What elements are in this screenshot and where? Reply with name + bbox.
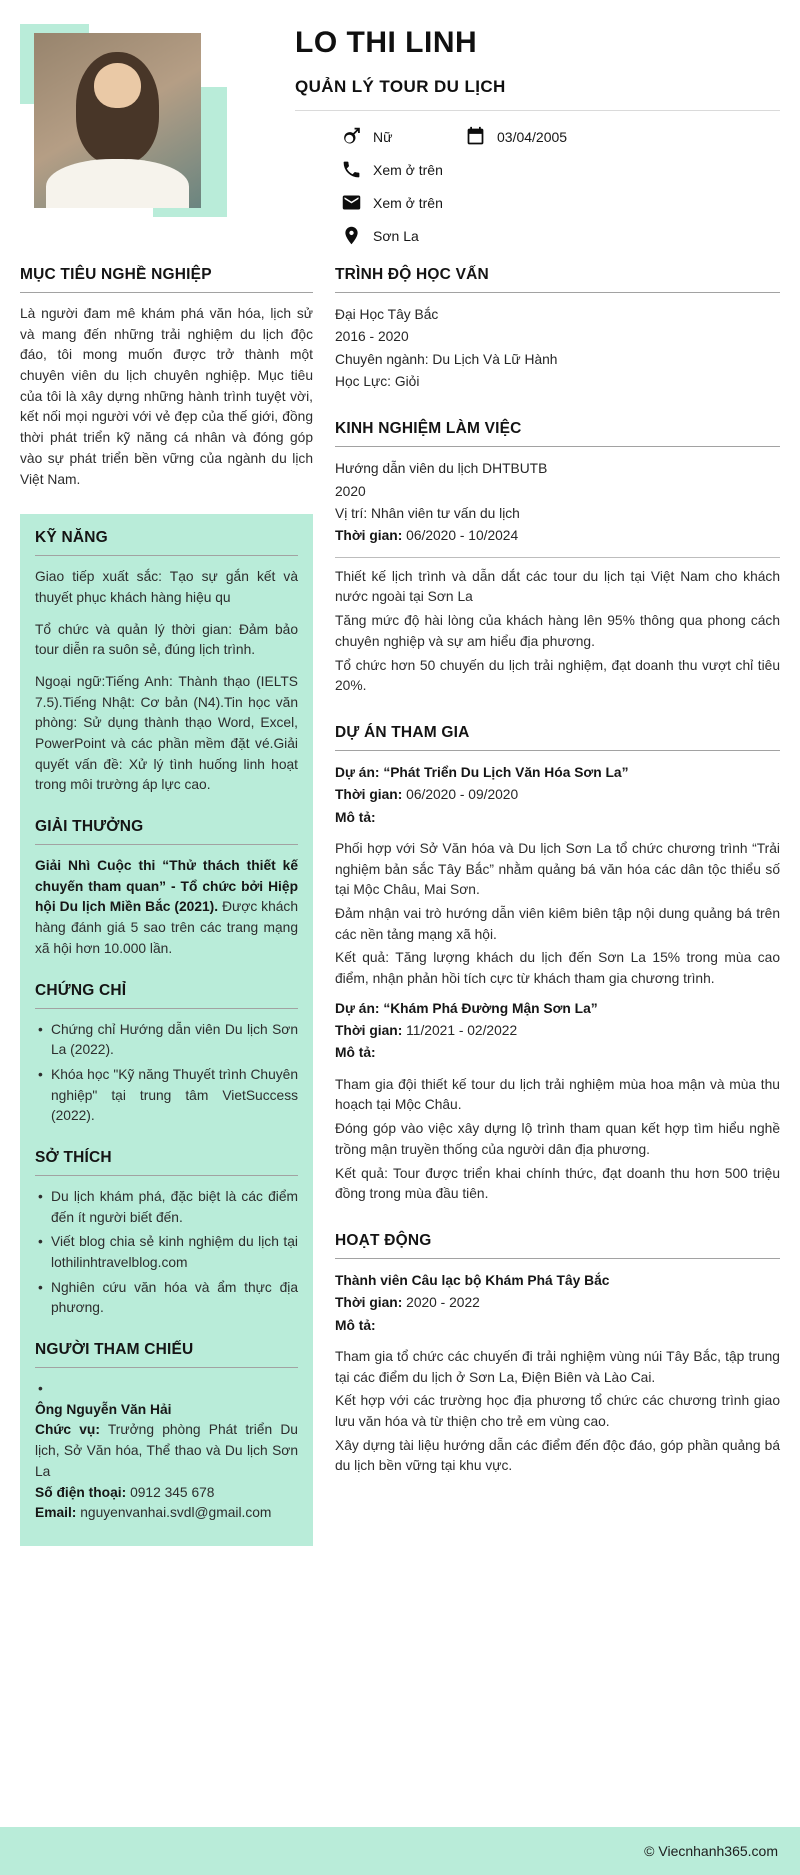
experience-detail: Tăng mức độ hài lòng của khách hàng lên 95% thông qua phong cách chuyên nghiệp và sự am hiểu địa phương.	[335, 613, 780, 649]
contact-row-2	[341, 153, 780, 186]
left-panel	[20, 514, 313, 1546]
footer	[0, 1827, 800, 1875]
email-value: Xem ở trên	[373, 194, 443, 211]
experience-time: Thời gian: 06/2020 - 10/2024	[335, 528, 519, 544]
phone-icon	[341, 159, 362, 180]
address-value: Sơn La	[373, 227, 419, 244]
project-time: Thời gian: 11/2021 - 02/2022	[335, 1023, 518, 1039]
activities-heading: HOẠT ĐỘNG	[335, 1232, 780, 1259]
candidate-name: LO THI LINH	[295, 26, 478, 59]
phone-value: Xem ở trên	[373, 161, 443, 178]
activity-name: Thành viên Câu lạc bộ Khám Phá Tây Bắc	[335, 1272, 610, 1288]
section-hobbies	[35, 1149, 298, 1319]
project-detail: Tham gia đội thiết kế tour du lịch trải nghiệm mùa hoa mận và mùa thu hoạch tại Mộc Châu.	[335, 1076, 780, 1113]
certificates-heading: CHỨNG CHỈ	[35, 982, 298, 1009]
activity-detail: Kết hợp với các trường học địa phương tổ chức các chương trình giao lưu văn hóa và từ thiện cho trẻ em vùng cao.	[335, 1393, 780, 1429]
experience-position: Vị trí: Nhân viên tư vấn du lịch	[335, 506, 520, 522]
experience-detail: Tổ chức hơn 50 chuyến du lịch trải nghiệm, đạt doanh thu vượt chỉ tiêu 20%.	[335, 657, 780, 694]
activity-detail: Tham gia tổ chức các chuyến đi trải nghiệm vùng núi Tây Bắc, tập trung tại các điểm du lịch ở Sơn La, Điện Biên và Lào Cai.	[335, 1348, 780, 1385]
objective-body: Là người đam mê khám phá văn hóa, lịch sử và mang đến những trải nghiệm du lịch độc đáo, tôi mong muốn được trở thành một chuyên viên du lịch chuyên nghiệp. Mục tiêu của tôi là xây dựng những hành trình tuyệt vời, kết nối mọi người với vẻ đẹp của thế giới, đồng thời phát triển kỹ năng cá nhân và đóng góp vào sự phát triển bền vững của ngành du lịch Việt Nam.	[20, 306, 313, 487]
header-right	[295, 26, 780, 252]
project-name: Dự án: “Phát Triển Du Lịch Văn Hóa Sơn La”	[335, 764, 629, 780]
awards-body: Được khách hàng đánh giá 5 sao trên các trang mạng xã hội hơn 10.000 lần.	[35, 899, 299, 956]
section-education	[335, 266, 780, 393]
birthday-value: 03/04/2005	[497, 128, 568, 145]
project-detail: Đóng góp vào việc xây dựng lộ trình tham quan kết hợp tìm hiểu nghề trồng mận truyền thống của người dân địa phương.	[335, 1121, 780, 1157]
contact-address	[341, 225, 419, 246]
hobby-item: • Nghiên cứu văn hóa và ẩm thực địa phương.	[35, 1278, 298, 1319]
skill-item: Giao tiếp xuất sắc: Tạo sự gắn kết và thuyết phục khách hàng hiệu qu	[35, 569, 298, 605]
awards-highlight: Giải Nhì Cuộc thi “Thử thách thiết kế chuyến tham quan” - Tổ chức bởi Hiệp hội Du lịch Miền Bắc (2021).	[35, 858, 298, 915]
right-column	[335, 266, 780, 1480]
job-title: QUẢN LÝ TOUR DU LỊCH	[295, 77, 506, 96]
project-detail: Kết quả: Tour được triển khai chính thức, đạt doanh thu hơn 500 triệu đồng trong mùa đầu tiên.	[335, 1165, 780, 1202]
activity-time: Thời gian: 2020 - 2022	[335, 1295, 480, 1311]
education-years: 2016 - 2020	[335, 329, 409, 345]
footer-copyright: © Viecnhanh365.com	[644, 1843, 778, 1859]
location-icon	[341, 225, 362, 246]
contact-row-1	[341, 120, 780, 153]
objective-heading: MỤC TIÊU NGHỀ NGHIỆP	[20, 266, 313, 293]
experience-company: Hướng dẫn viên du lịch DHTBUTB	[335, 461, 548, 477]
section-experience	[335, 420, 780, 697]
hobby-item: • Du lịch khám phá, đặc biệt là các điểm đến ít người biết đến.	[35, 1187, 298, 1228]
photo-shirt-shape	[46, 159, 190, 208]
reference-name: Ông Nguyễn Văn Hải	[35, 1401, 172, 1417]
header	[0, 0, 800, 264]
project-detail: Đảm nhận vai trò hướng dẫn viên kiêm biên tập nội dung quảng bá trên các nền tảng mạng xã hội.	[335, 905, 780, 942]
experience-heading: KINH NGHIỆM LÀM VIỆC	[335, 420, 780, 447]
section-projects	[335, 724, 780, 1205]
certificate-item: • Chứng chỉ Hướng dẫn viên Du lịch Sơn La (2022).	[35, 1020, 298, 1061]
education-major: Chuyên ngành: Du Lịch Và Lữ Hành	[335, 351, 558, 367]
contact-gender	[341, 126, 465, 147]
experience-detail: Thiết kế lịch trình và dẫn dắt các tour du lịch tại Việt Nam cho khách nước ngoài tại Sơn La	[335, 568, 780, 605]
reference-role: Chức vụ: Trưởng phòng Phát triển Du lịch, Sở Văn hóa, Thể thao và Du lịch Sơn La	[35, 1422, 298, 1479]
hobby-item: • Viết blog chia sẻ kinh nghiệm du lịch tại lothilinhtravelblog.com	[35, 1232, 298, 1273]
certificate-item: • Khóa học "Kỹ năng Thuyết trình Chuyên nghiệp" tại trung tâm VietSuccess (2022).	[35, 1065, 298, 1127]
skill-item: Tổ chức và quản lý thời gian: Đảm bảo tour diễn ra suôn sẻ, đúng lịch trình.	[35, 621, 298, 658]
profile-photo-composition	[20, 24, 227, 217]
photo-face-shape	[94, 63, 141, 109]
contact-phone	[341, 159, 443, 180]
calendar-icon	[465, 126, 486, 147]
awards-text	[35, 856, 298, 959]
activity-detail: Xây dựng tài liệu hướng dẫn các điểm đến độc đáo, góp phần quảng bá du lịch bền vững tại khu vực.	[335, 1437, 780, 1474]
section-activities	[335, 1232, 780, 1477]
section-references	[35, 1341, 298, 1524]
email-icon	[341, 192, 362, 213]
project-item	[335, 762, 780, 990]
activity-desc-label: Mô tả:	[335, 1317, 376, 1333]
contact-row-3	[341, 186, 780, 219]
gender-icon	[341, 126, 362, 147]
section-skills	[35, 529, 298, 796]
projects-heading: DỰ ÁN THAM GIA	[335, 724, 780, 751]
profile-photo	[34, 33, 201, 208]
project-time: Thời gian: 06/2020 - 09/2020	[335, 787, 519, 803]
gender-value: Nữ	[373, 128, 393, 145]
references-heading: NGƯỜI THAM CHIẾU	[35, 1341, 298, 1368]
education-school: Đại Học Tây Bắc	[335, 307, 439, 322]
hobbies-heading: SỞ THÍCH	[35, 1149, 298, 1176]
reference-phone: Số điện thoại: 0912 345 678	[35, 1484, 215, 1500]
header-divider	[295, 110, 780, 111]
project-detail: Kết quả: Tăng lượng khách du lịch đến Sơn La 15% trong mùa cao điểm, nhận phản hồi tích cực từ khách tham gia chương trình.	[335, 950, 780, 987]
contact-email	[341, 192, 443, 213]
education-heading: TRÌNH ĐỘ HỌC VẤN	[335, 266, 780, 293]
skill-item: Ngoại ngữ:Tiếng Anh: Thành thạo (IELTS 7.5).Tiếng Nhật: Cơ bản (N4).Tin học văn phòng: Sử dụng thành thạo Word, Excel, PowerPoint và các phần mềm đặt vé.Giải quyết vấn đề: Xử lý tình huống linh hoạt trong môi trường áp lực cao.	[35, 673, 298, 793]
main-columns	[0, 266, 800, 1546]
project-desc-label: Mô tả:	[335, 1045, 376, 1061]
section-awards	[35, 818, 298, 959]
project-desc-label: Mô tả:	[335, 809, 376, 825]
contact-info	[295, 120, 780, 252]
contact-birthday	[465, 126, 567, 147]
education-grade: Học Lực: Giỏi	[335, 374, 420, 390]
left-column	[20, 266, 313, 1546]
reference-email: Email: nguyenvanhai.svdl@gmail.com	[35, 1505, 272, 1521]
project-name: Dự án: “Khám Phá Đường Mận Sơn La”	[335, 1000, 598, 1016]
project-item	[335, 998, 780, 1205]
project-detail: Phối hợp với Sở Văn hóa và Du lịch Sơn La tổ chức chương trình “Trải nghiệm bản sắc Tây Bắc” nhằm quảng bá văn hóa các dân tộc thiểu số tại Mộc Châu, Mai Sơn.	[335, 840, 780, 898]
section-certificates	[35, 982, 298, 1127]
experience-divider	[335, 557, 780, 558]
section-objective	[20, 266, 313, 490]
awards-heading: GIẢI THƯỞNG	[35, 818, 298, 845]
reference-bullet	[35, 1379, 298, 1400]
skills-heading: KỸ NĂNG	[35, 529, 298, 556]
experience-year: 2020	[335, 483, 366, 499]
contact-row-4	[341, 219, 780, 252]
